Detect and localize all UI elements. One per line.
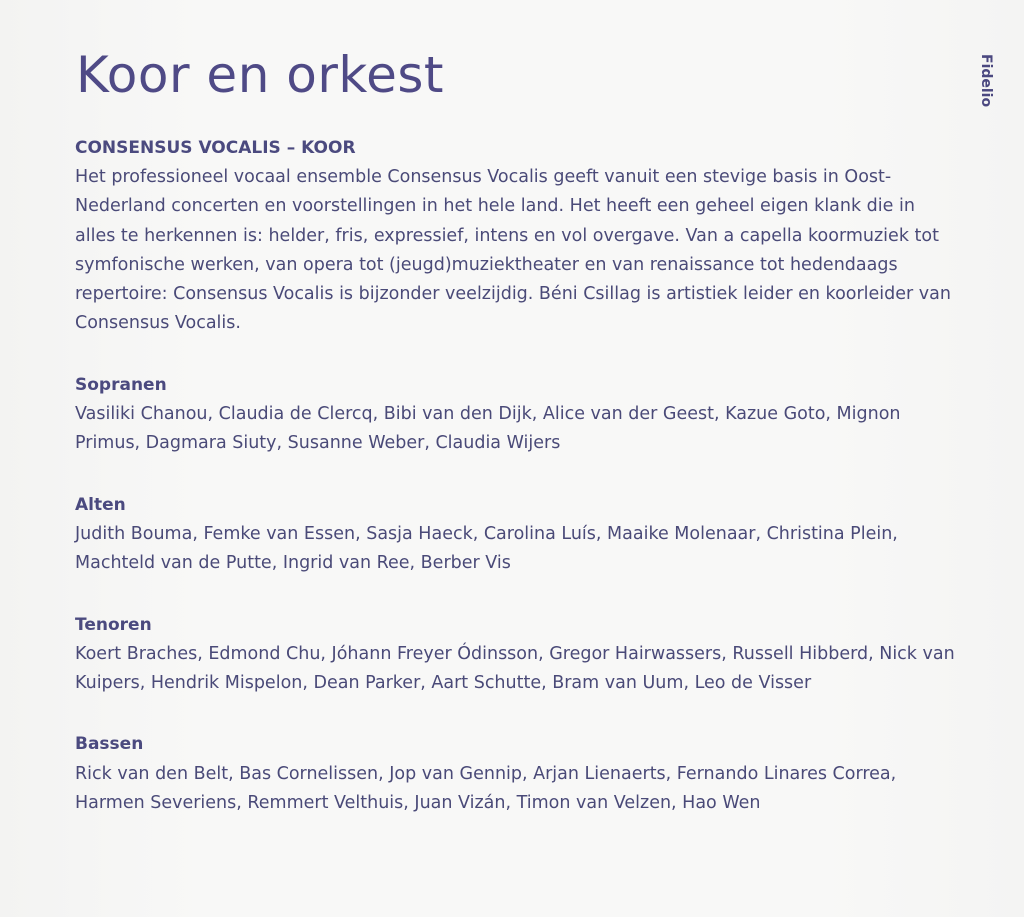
group-heading: Tenoren bbox=[75, 614, 152, 635]
group-members: Vasiliki Chanou, Claudia de Clercq, Bibi van den Dijk, Alice van der Geest, Kazue Goto, Mignon Primus, Dagmara Siuty, Susanne Weber, Claudia Wijers bbox=[75, 404, 901, 454]
group-members: Judith Bouma, Femke van Essen, Sasja Haeck, Carolina Luís, Maaike Molenaar, Christina Plein, Machteld van de Putte, Ingrid van Ree, Berber Vis bbox=[75, 523, 898, 574]
voice-group-sopranen bbox=[75, 371, 955, 459]
section-intro: Het professioneel vocaal ensemble Consensus Vocalis geeft vanuit een stevige basis in Oost-Nederland concerten en voorstellingen in het hele land. Het heeft een geheel eigen klank die in alles te herkennen is: helder, fris, expressief, intens en vol overgave. Van a capella koormuziek tot symfonische werken, van opera tot (jeugd)muziektheater en van renaissance tot hedendaags repertoire: Consensus Vocalis is bijzonder veelzijdig. Béni Csillag is artistiek leider en koorleider van Consensus Vocalis. bbox=[75, 167, 951, 334]
group-heading: Alten bbox=[75, 494, 126, 515]
page-title: Koor en orkest bbox=[76, 46, 445, 104]
group-heading: Bassen bbox=[75, 734, 144, 755]
group-heading: Sopranen bbox=[75, 374, 167, 395]
voice-group-tenoren bbox=[75, 611, 955, 699]
running-header-label: Fidelio bbox=[978, 54, 994, 108]
voice-group-alten bbox=[75, 491, 955, 579]
group-members: Koert Braches, Edmond Chu, Jóhann Freyer Ódinsson, Gregor Hairwassers, Russell Hibberd, Nick van Kuipers, Hendrik Mispelon, Dean Parker, Aart Schutte, Bram van Uum, Leo de Visser bbox=[75, 643, 955, 694]
running-header bbox=[972, 50, 1006, 130]
voice-group-bassen bbox=[75, 730, 955, 818]
main-content bbox=[75, 134, 955, 818]
section-heading: CONSENSUS VOCALIS – KOOR bbox=[75, 138, 356, 158]
group-members: Rick van den Belt, Bas Cornelissen, Jop van Gennip, Arjan Lienaerts, Fernando Linares Correa, Harmen Severiens, Remmert Velthuis, Juan Vizán, Timon van Velzen, Hao Wen bbox=[75, 763, 897, 814]
